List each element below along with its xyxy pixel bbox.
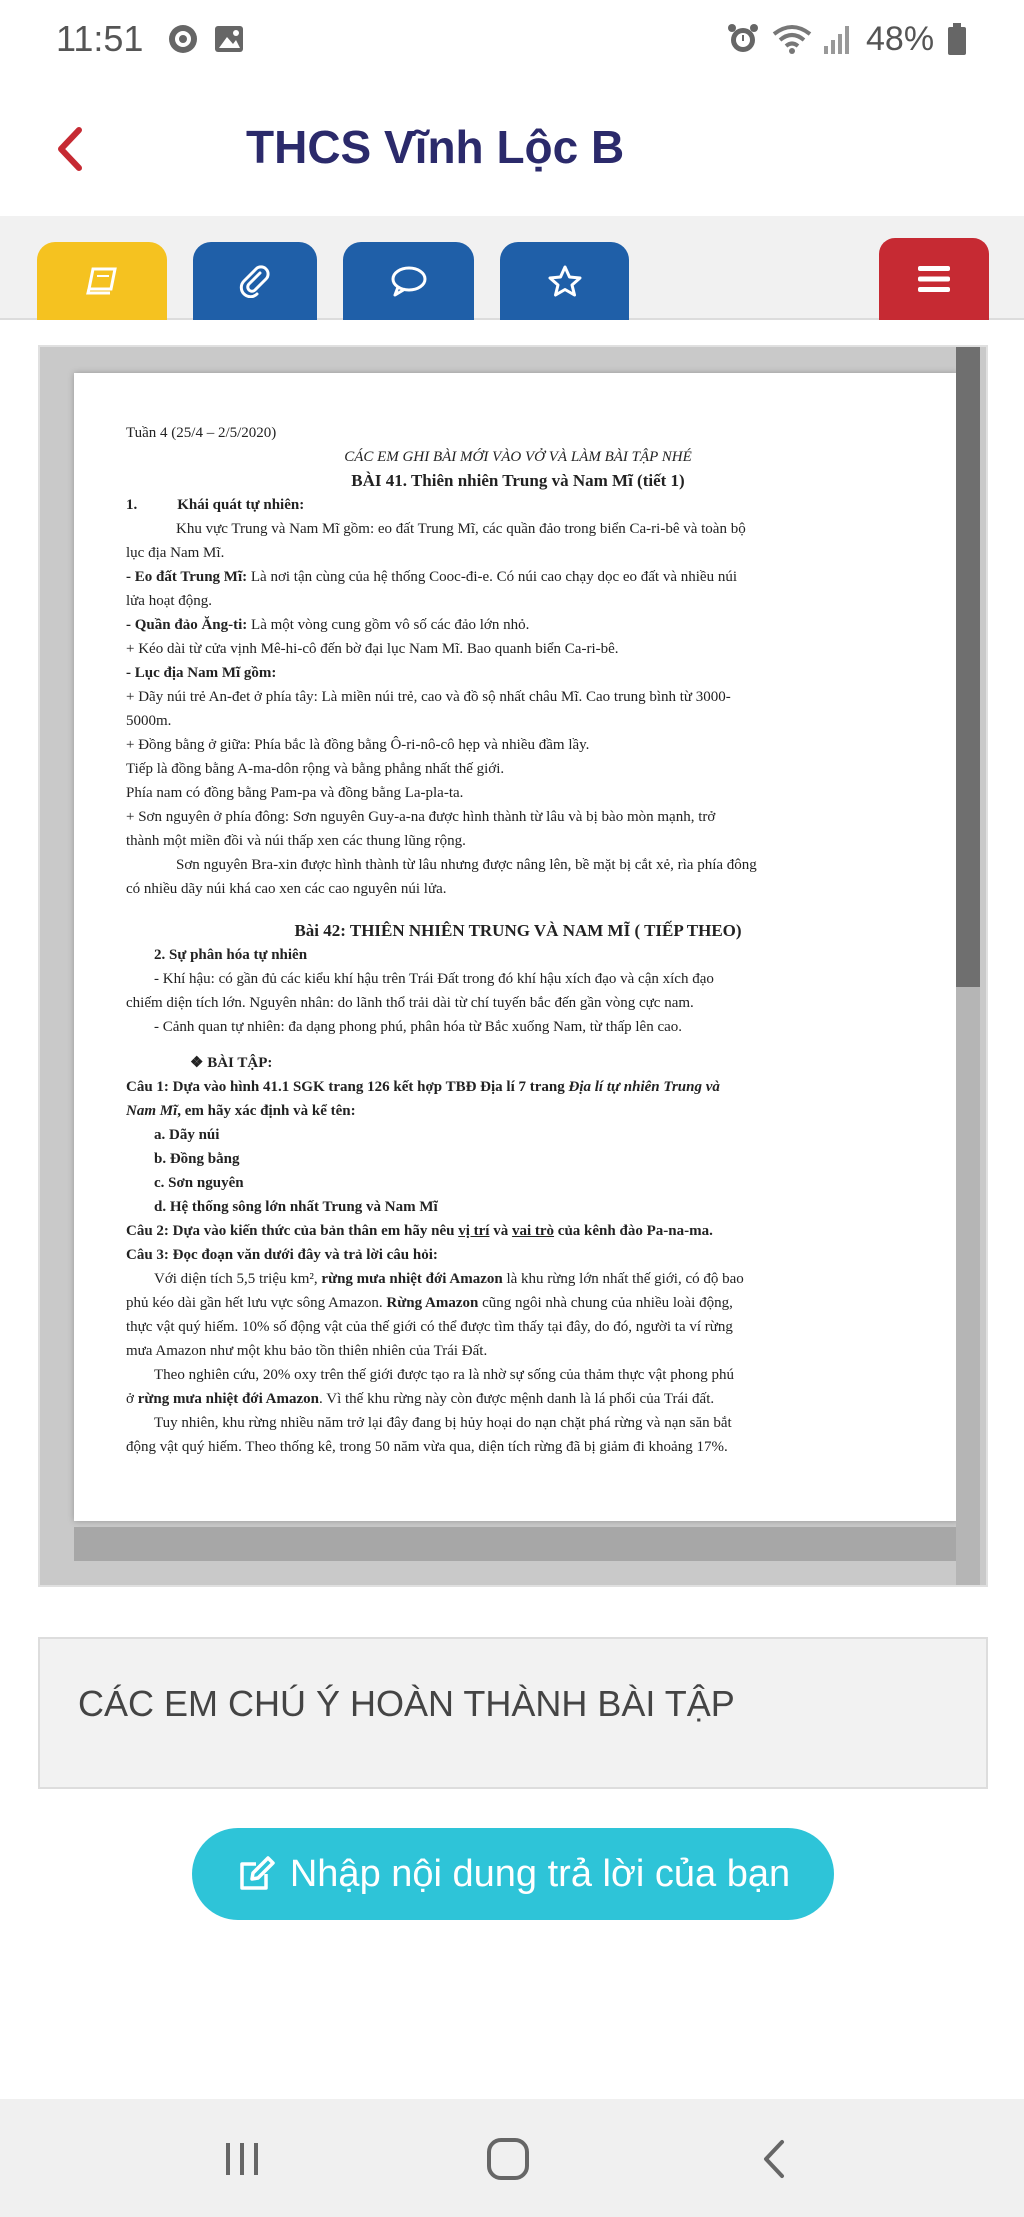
doc-line: Tuy nhiên, khu rừng nhiều năm trở lại đây đang bị hủy hoại do nạn chặt phá rừng và nạn săn bắt	[154, 1415, 732, 1431]
doc-line: chiếm diện tích lớn. Nguyên nhân: do lãnh thổ trải dài từ chí tuyến bắc đến gần vòng cực nam.	[126, 995, 694, 1011]
hamburger-icon	[916, 264, 952, 294]
battery-percent: 48%	[866, 20, 935, 58]
doc-line: ở rừng mưa nhiệt đới Amazon. Vì thế khu rừng này còn được mệnh danh là lá phổi của Trái đất.	[126, 1391, 715, 1407]
paperclip-icon	[238, 264, 272, 298]
doc-question3: Câu 3: Đọc đoạn văn dưới đây và trả lời câu hỏi:	[126, 1247, 438, 1263]
home-icon	[485, 2136, 531, 2182]
document-viewer[interactable]	[38, 345, 988, 1587]
doc-line: + Dãy núi trẻ An-đet ở phía tây: Là miền núi trẻ, cao và đồ sộ nhất châu Mĩ. Cao trung bình từ 3000-	[126, 689, 731, 705]
signal-icon	[820, 22, 854, 56]
doc-question2: Câu 2: Dựa vào kiến thức của bản thân em hãy nêu vị trí và vai trò của kênh đào Pa-na-ma.	[126, 1223, 713, 1239]
doc-option-b: b. Đồng bằng	[154, 1151, 240, 1167]
doc-section2-heading: 2. Sự phân hóa tự nhiên	[154, 947, 308, 963]
doc-line: Với diện tích 5,5 triệu km², rừng mưa nhiệt đới Amazon là khu rừng lớn nhất thế giới, có độ bao	[154, 1271, 744, 1287]
recent-apps-icon	[222, 2141, 262, 2177]
book-icon	[85, 266, 119, 296]
home-button[interactable]	[478, 2129, 538, 2189]
doc-line: - Lục địa Nam Mĩ gồm:	[126, 665, 277, 681]
status-time: 11:51	[56, 18, 144, 59]
battery-icon	[946, 22, 968, 56]
doc-line: - Eo đất Trung Mĩ: Là nơi tận cùng của hệ thống Cooc-đi-e. Có núi cao chạy dọc eo đất và nhiều núi	[126, 569, 737, 585]
messenger-icon	[166, 22, 200, 56]
doc-question1: Câu 1: Dựa vào hình 41.1 SGK trang 126 kết hợp TBĐ Địa lí 7 trang Địa lí tự nhiên Trung và	[126, 1079, 720, 1095]
doc-lesson42-title: Bài 42: THIÊN NHIÊN TRUNG VÀ NAM MĨ ( TIẾP THEO)	[294, 921, 742, 940]
back-icon	[760, 2138, 788, 2180]
doc-week: Tuần 4 (25/4 – 2/5/2020)	[126, 425, 277, 441]
doc-line: động vật quý hiếm. Theo thống kê, trong 50 năm vừa qua, diện tích rừng đã bị giảm đi khoảng 17%.	[126, 1439, 728, 1455]
scrollbar-thumb[interactable]	[956, 347, 980, 987]
tab-bar	[0, 216, 1024, 320]
doc-line: - Cảnh quan tự nhiên: đa dạng phong phú, phân hóa từ Bắc xuống Nam, từ thấp lên cao.	[154, 1019, 683, 1035]
doc-option-c: c. Sơn nguyên	[154, 1175, 244, 1191]
doc-line: - Quần đảo Ăng-ti: Là một vòng cung gồm vô số các đảo lớn nhỏ.	[126, 617, 530, 633]
star-icon	[547, 264, 583, 298]
doc-line: + Đồng bằng ở giữa: Phía bắc là đồng bằng Ô-ri-nô-cô hẹp và nhiều đầm lầy.	[126, 737, 590, 753]
notice-text: CÁC EM CHÚ Ý HOÀN THÀNH BÀI TẬP	[78, 1683, 735, 1724]
recent-apps-button[interactable]	[212, 2129, 272, 2189]
app-header	[0, 84, 1024, 216]
answer-button-label: Nhập nội dung trả lời của bạn	[289, 1852, 791, 1895]
doc-line: 5000m.	[126, 713, 172, 729]
tab-attachment[interactable]	[193, 242, 317, 320]
doc-line: + Sơn nguyên ở phía đông: Sơn nguyên Guy-a-na được hình thành từ lâu và bị bào mòn mạnh, trở	[126, 809, 716, 825]
doc-option-a: a. Dãy núi	[154, 1127, 220, 1143]
doc-option-d: d. Hệ thống sông lớn nhất Trung và Nam Mĩ	[154, 1199, 438, 1215]
answer-button[interactable]	[192, 1828, 834, 1920]
doc-line: - Khí hậu: có gần đủ các kiểu khí hậu trên Trái Đất trong đó khí hậu xích đạo và cận xích đạo	[154, 971, 714, 987]
doc-line: Khu vực Trung và Nam Mĩ gồm: eo đất Trung Mĩ, các quần đảo trong biển Ca-ri-bê và toàn bộ	[176, 521, 746, 537]
nav-back-button[interactable]	[744, 2129, 804, 2189]
menu-button[interactable]	[879, 238, 989, 320]
back-button[interactable]	[40, 114, 100, 184]
tab-lesson[interactable]	[37, 242, 167, 320]
status-bar	[0, 0, 1024, 84]
alarm-icon	[726, 22, 760, 56]
doc-line: thành một miền đồi và núi thấp xen các thung lũng rộng.	[126, 833, 466, 849]
document-scrollbar[interactable]	[956, 347, 980, 1587]
doc-lesson41-title: BÀI 41. Thiên nhiên Trung và Nam Mĩ (tiết 1)	[351, 471, 685, 490]
chat-icon	[390, 265, 428, 297]
doc-instruction: CÁC EM GHI BÀI MỚI VÀO VỞ VÀ LÀM BÀI TẬP NHÉ	[344, 449, 692, 465]
chevron-left-icon	[55, 126, 85, 172]
tab-favorite[interactable]	[500, 242, 629, 320]
next-page-edge	[74, 1527, 958, 1561]
doc-line: có nhiều dãy núi khá cao xen các cao nguyên núi lửa.	[126, 881, 447, 897]
doc-line: lửa hoạt động.	[126, 593, 213, 609]
system-nav-bar	[0, 2099, 1024, 2217]
doc-line: phủ kéo dài gần hết lưu vực sông Amazon. Rừng Amazon cũng ngôi nhà chung của nhiều loài động,	[126, 1295, 733, 1311]
wifi-icon	[770, 22, 814, 56]
doc-question1-cont: Nam Mĩ, em hãy xác định và kể tên:	[126, 1103, 356, 1119]
doc-section1-heading: 1. Khái quát tự nhiên:	[126, 497, 305, 513]
doc-line: Sơn nguyên Bra-xin được hình thành từ lâu nhưng được nâng lên, bề mặt bị cắt xẻ, rìa phía đông	[176, 857, 757, 873]
doc-line: + Kéo dài từ cửa vịnh Mê-hi-cô đến bờ đại lục Nam Mĩ. Bao quanh biển Ca-ri-bê.	[126, 641, 619, 657]
gallery-icon	[212, 22, 246, 56]
document-page	[74, 373, 958, 1521]
doc-line: Tiếp là đồng bằng A-ma-dôn rộng và bằng phẳng nhất thế giới.	[126, 761, 505, 777]
doc-line: Phía nam có đồng bằng Pam-pa và đồng bằng La-pla-ta.	[126, 785, 464, 801]
doc-line: Theo nghiên cứu, 20% oxy trên thế giới được tạo ra là nhờ sự sống của thảm thực vật phong phú	[154, 1367, 734, 1383]
doc-exercise-heading: ❖ BÀI TẬP:	[190, 1055, 273, 1071]
doc-line: thực vật quý hiếm. 10% số động vật của thế giới có thể được tìm thấy tại đây, do đó, người ta ví rừng	[126, 1319, 733, 1335]
doc-line: lục địa Nam Mĩ.	[126, 545, 225, 561]
edit-icon	[236, 1854, 276, 1894]
tab-comments[interactable]	[343, 242, 474, 320]
page-title: THCS Vĩnh Lộc B	[246, 121, 625, 173]
notice-box	[38, 1637, 988, 1789]
doc-line: mưa Amazon như một khu bảo tồn thiên nhiên của Trái Đất.	[126, 1343, 488, 1359]
